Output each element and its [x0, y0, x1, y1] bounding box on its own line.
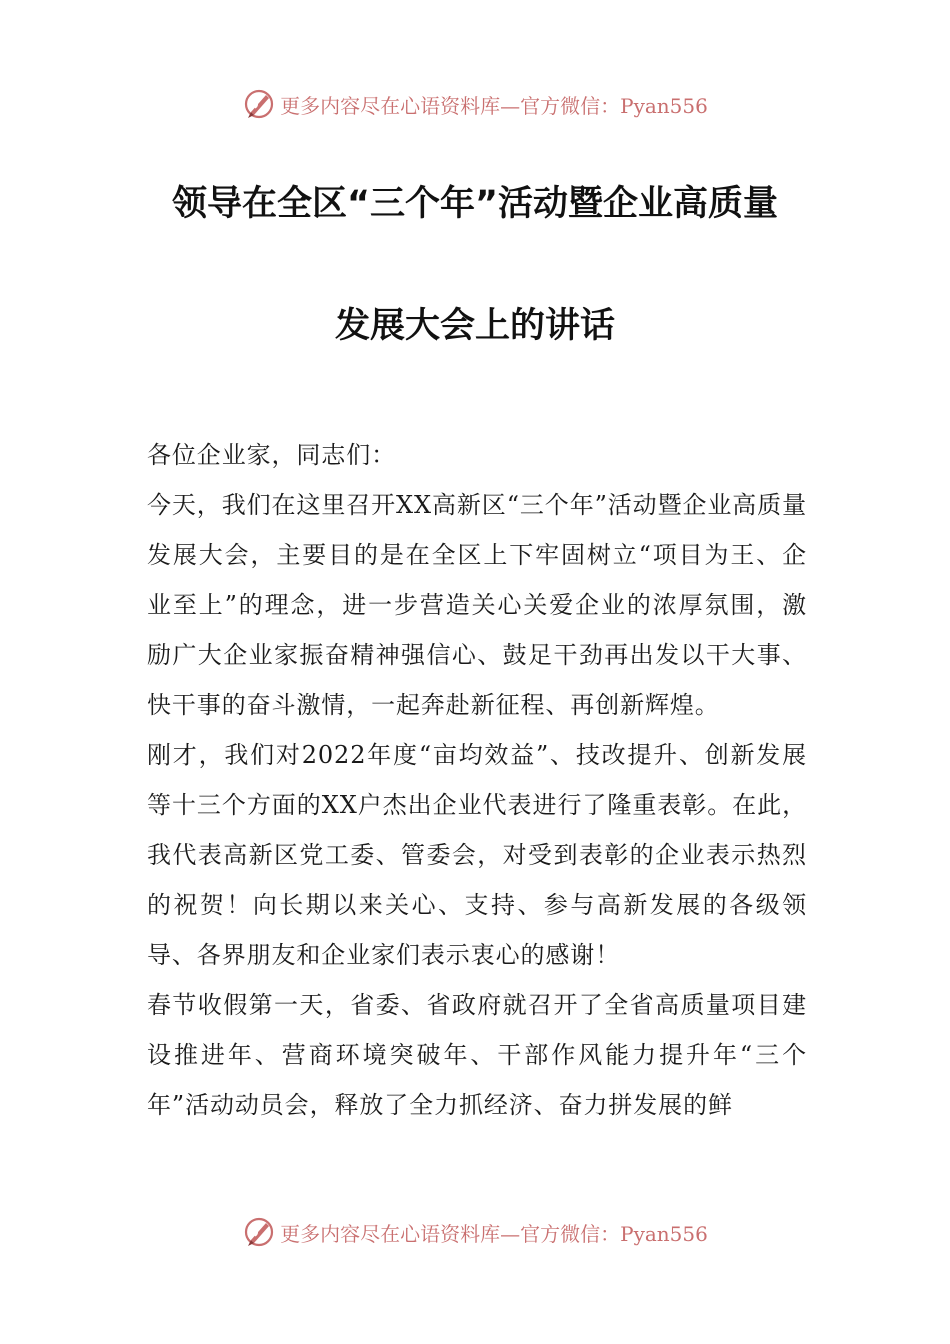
watermark-header — [0, 84, 950, 124]
pen-circle-icon — [242, 87, 276, 121]
watermark-footer — [0, 1212, 950, 1252]
document-title-line-2: 发展大会上的讲话 — [334, 306, 615, 346]
pen-circle-icon — [242, 1215, 276, 1249]
watermark-text: 更多内容尽在心语资料库—官方微信：Pyan556 — [280, 1221, 708, 1246]
watermark-text: 更多内容尽在心语资料库—官方微信：Pyan556 — [280, 93, 708, 118]
salutation: 各位企业家，同志们： — [147, 441, 396, 469]
document-title-line-1: 领导在全区“三个年”活动暨企业高质量 — [171, 184, 778, 224]
paragraph: 刚才，我们对2022年度“亩均效益”、技改提升、创新发展等十三个方面的XX户杰出企业代表进行了隆重表彰。在此，我代表高新区党工委、管委会，对受到表彰的企业表示热烈的祝贺！向长期以来关心、支持、参与高新发展的各级领导、各界朋友和企业家们表示衷心的感谢！ — [147, 741, 807, 969]
paragraph: 春节收假第一天，省委、省政府就召开了全省高质量项目建设推进年、营商环境突破年、干部作风能力提升年“三个年”活动动员会，释放了全力抓经济、奋力拼发展的鲜 — [147, 991, 807, 1119]
document-body — [147, 430, 807, 1130]
paragraph: 今天，我们在这里召开XX高新区“三个年”活动暨企业高质量发展大会，主要目的是在全区上下牢固树立“项目为王、企业至上”的理念，进一步营造关心关爱企业的浓厚氛围，激励广大企业家振奋精神强信心、鼓足干劲再出发以干大事、快干事的奋斗激情，一起奔赴新征程、再创新辉煌。 — [147, 491, 807, 719]
